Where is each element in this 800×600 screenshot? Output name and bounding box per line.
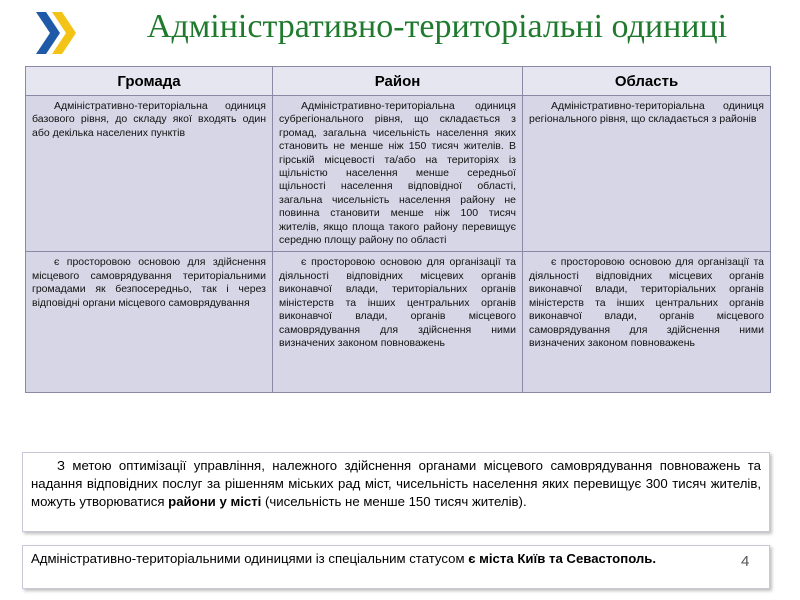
cell-hromada-definition — [26, 96, 273, 252]
chevron-logo — [34, 10, 78, 56]
cell-oblast-role — [523, 252, 771, 393]
note-bold-text: райони у місті — [168, 494, 262, 509]
cell-oblast-definition — [523, 96, 771, 252]
note-text — [31, 457, 761, 511]
special-status-note — [22, 545, 770, 589]
header-hromada: Громада — [26, 67, 273, 96]
cell-raion-definition — [273, 96, 523, 252]
header-raion: Район — [273, 67, 523, 96]
cell-text: є просторовою основою для здійснення місцевого самоврядування територіальними громадами як безпосередньо, так і через відповідні органи місцевого самоврядування — [32, 256, 266, 309]
cell-text: Адміністративно-територіальна одиниця субрегіонального рівня, що складається з громад, загальна чисельність населення яких становить не менше ніж 150 тисяч жителів. В гірській місцевості та/або на територіях із щільністю населення менше середньої щільності населення відповідної області, загальна чисельність населення району не повинна становити менше ніж 100 тисяч жителів, якщо площа такого району перевищує середню площу району по області — [279, 100, 516, 247]
table-header-row — [26, 67, 771, 96]
table-row — [26, 96, 771, 252]
districts-in-city-note — [22, 452, 770, 532]
note-text-part: З метою оптимізації управління, належного здійснення органами місцевого самоврядування повноважень та надання відповідних послуг за рішенням міських рад міст, чисельність населення яких перевищує 300 тисяч жителів, можуть утворюватися — [31, 458, 761, 509]
table-row — [26, 252, 771, 393]
note-text-part: Адміністративно-територіальними одиницями із спеціальним статусом — [31, 551, 469, 566]
cell-raion-role — [273, 252, 523, 393]
units-table — [25, 66, 771, 393]
page-number: 4 — [741, 553, 750, 570]
page-title: Адміністративно-територіальні одиниці — [146, 8, 728, 45]
note-bold-text: є міста Київ та Севастополь. — [468, 551, 657, 566]
cell-text: є просторовою основою для організації та діяльності відповідних місцевих органів виконавчої влади, територіальних органів міністерств та інших центральних органів виконавчої влади, органів місцевого самоврядування для здійснення ними визначених законом повноважень — [279, 256, 516, 349]
cell-text: Адміністративно-територіальна одиниця базового рівня, до складу якої входять один або декілька населених пунктів — [32, 100, 266, 139]
note-text-part: (чисельність не менше 150 тисяч жителів). — [261, 494, 527, 509]
header-oblast: Область — [523, 67, 771, 96]
cell-text: є просторовою основою для організації та діяльності відповідних місцевих органів виконавчої влади, територіальних органів міністерств та інших центральних органів виконавчої влади, органів місцевого самоврядування для здійснення ними визначених законом повноважень — [529, 256, 764, 349]
cell-text: Адміністративно-територіальна одиниця регіонального рівня, що складається з районів — [529, 100, 764, 126]
cell-hromada-role — [26, 252, 273, 393]
